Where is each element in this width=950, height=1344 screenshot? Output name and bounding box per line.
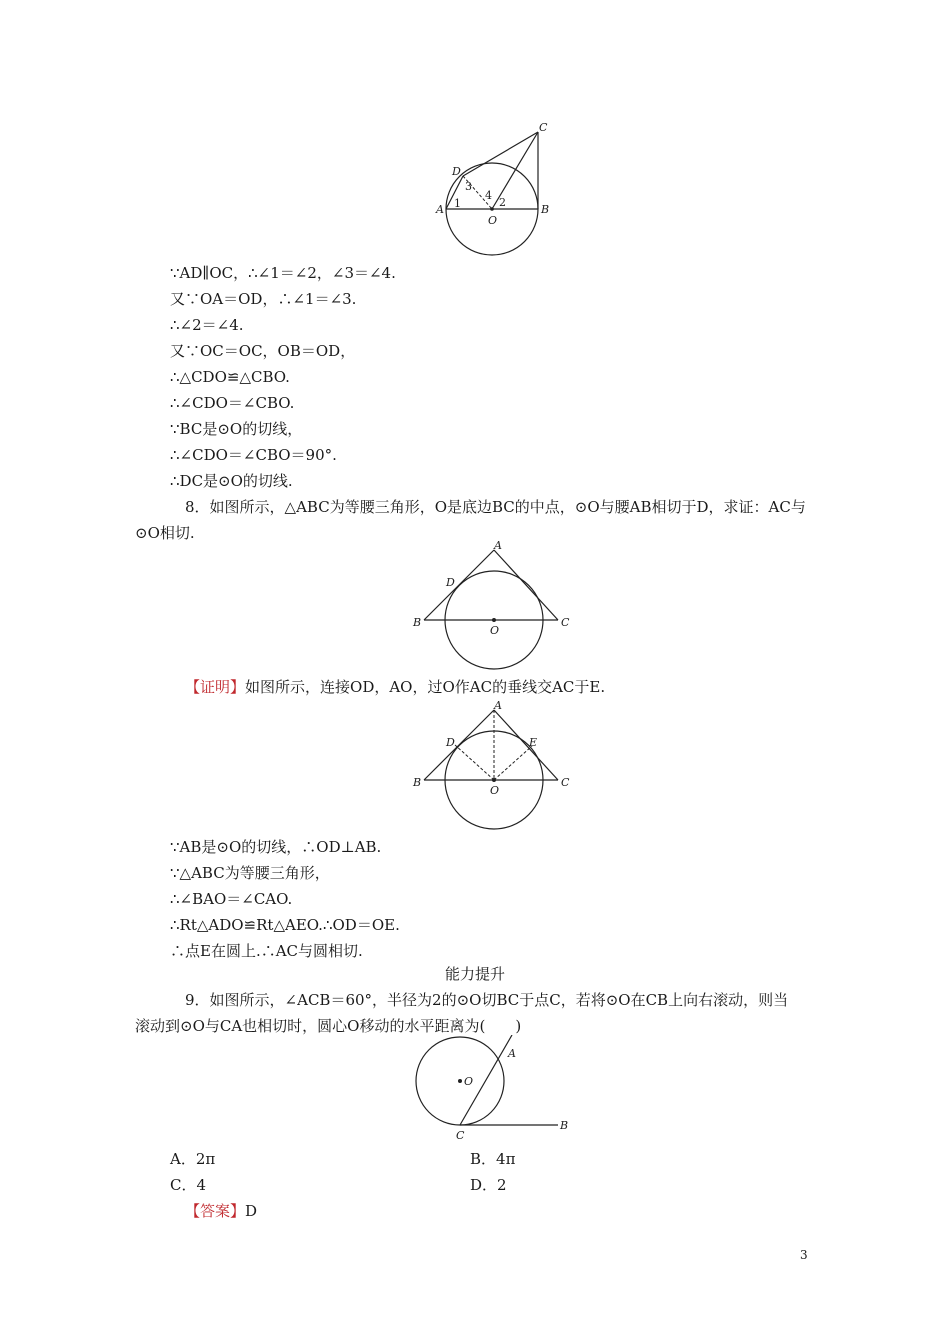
question-8-line-1: 8．如图所示，△ABC为等腰三角形，O是底边BC的中点，⊙O与腰AB相切于D，求证：AC与	[185, 498, 806, 516]
side-ba	[424, 550, 494, 620]
label-o: O	[488, 214, 498, 227]
label-e: E	[529, 736, 538, 749]
question-9-line-1: 9．如图所示，∠ACB＝60°，半径为2的⊙O切BC于点C，若将⊙O在CB上向右滚动，则当	[185, 991, 789, 1009]
proof8-line-2: ∵△ABC为等腰三角形，	[170, 864, 330, 882]
question-8-line-2: ⊙O相切.	[135, 524, 195, 542]
label-o: O	[464, 1075, 474, 1088]
answer-tag: 【答案】	[185, 1202, 246, 1220]
label-b: B	[413, 776, 422, 789]
figure-rolling-circle	[410, 1035, 575, 1145]
angle-label-4: 4	[485, 189, 492, 202]
proof8-line-1: ∵AB是⊙O的切线，∴OD⊥AB.	[170, 838, 382, 856]
figure-isosceles-triangle	[410, 540, 575, 672]
section-title: 能力提升	[444, 965, 505, 983]
proof8-intro-text: 如图所示，连接OD，AO，过O作AC的垂线交AC于E.	[245, 678, 606, 696]
label-o: O	[490, 784, 500, 797]
figure-isosceles-with-perpendiculars	[410, 700, 575, 832]
label-a: A	[436, 203, 444, 216]
angle-label-1: 1	[454, 197, 461, 210]
center-dot	[492, 618, 496, 622]
proof7-line-8: ∴∠CDO＝∠CBO＝90°.	[170, 446, 337, 464]
label-d: D	[446, 736, 455, 749]
label-d: D	[452, 165, 461, 178]
proof7-line-2: 又∵OA＝OD，∴∠1＝∠3.	[170, 290, 357, 308]
label-b: B	[541, 203, 550, 216]
proof7-line-5: ∴△CDO≌△CBO.	[170, 368, 290, 386]
label-b: B	[560, 1119, 569, 1132]
proof7-line-7: ∵BC是⊙O的切线，	[170, 420, 303, 438]
label-a: A	[494, 540, 502, 552]
side-ac	[494, 710, 558, 780]
proof7-line-6: ∴∠CDO＝∠CBO.	[170, 394, 295, 412]
proof7-line-1: ∵AD∥OC，∴∠1＝∠2，∠3＝∠4.	[170, 264, 396, 282]
angle-label-2: 2	[499, 196, 506, 209]
side-ac	[494, 550, 558, 620]
label-c: C	[539, 121, 548, 134]
option-d: D．2	[470, 1176, 507, 1194]
segment-od-dashed	[455, 745, 494, 780]
label-c: C	[561, 776, 570, 789]
answer-value: D	[245, 1202, 258, 1220]
proof8-line-4: ∴Rt△ADO≌Rt△AEO.∴OD＝OE.	[170, 916, 400, 934]
center-dot	[458, 1079, 462, 1083]
label-b: B	[413, 616, 422, 629]
label-c: C	[456, 1129, 465, 1142]
angle-label-3: 3	[465, 180, 472, 193]
proof7-line-9: ∴DC是⊙O的切线.	[170, 472, 293, 490]
proof7-line-3: ∴∠2＝∠4.	[170, 316, 244, 334]
center-dot	[492, 778, 496, 782]
center-dot	[490, 207, 494, 211]
label-c: C	[561, 616, 570, 629]
label-a: A	[508, 1047, 516, 1060]
proof8-line-3: ∴∠BAO＝∠CAO.	[170, 890, 293, 908]
segment-oe-dashed	[494, 746, 532, 780]
label-d: D	[446, 576, 455, 589]
figure-tangent-proof-1	[425, 120, 560, 260]
option-c: C．4	[170, 1176, 207, 1194]
option-a: A．2π	[170, 1150, 216, 1168]
label-o: O	[490, 624, 500, 637]
line-dc	[463, 132, 538, 176]
proof8-intro	[185, 676, 605, 698]
question-9-line-2: 滚动到⊙O与CA也相切时，圆心O移动的水平距离为( )	[135, 1017, 522, 1035]
page-number: 3	[800, 1248, 808, 1262]
label-a: A	[494, 700, 502, 712]
side-ba	[424, 710, 494, 780]
answer-line	[185, 1200, 257, 1222]
option-b: B．4π	[470, 1150, 516, 1168]
proof7-line-4: 又∵OC＝OC，OB＝OD，	[170, 342, 356, 360]
proof8-line-5: ∴点E在圆上.∴AC与圆相切.	[170, 942, 363, 960]
proof-tag: 【证明】	[185, 678, 246, 696]
